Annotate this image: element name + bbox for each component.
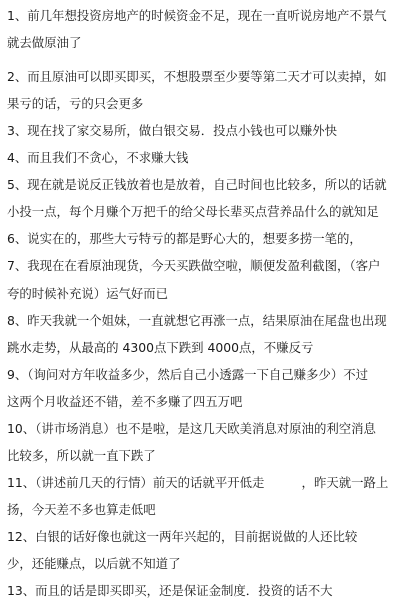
text-line: 2、而且原油可以即买即买，不想股票至少要等第二天才可以卖掉，如 (7, 69, 387, 84)
text-line: 就去做原油了 (7, 35, 82, 50)
text-line: 6、说实在的，那些大亏特亏的都是野心大的，想要多捞一笔的， (7, 231, 362, 246)
text-line: 7、我现在在看原油现货，今天买跌做空啦，顺便发盈利截图，（客户 (7, 258, 381, 273)
text-line: 这两个月收益还不错，差不多赚了四五万吧 (7, 394, 243, 409)
text-line: 果亏的话，亏的只会更多 (7, 96, 144, 111)
text-line: 3、现在找了家交易所，做白银交易．投点小钱也可以赚外快 (7, 123, 338, 138)
text-line: 少，还能赚点，以后就不知道了 (7, 556, 181, 571)
text-line: 12、白银的话好像也就这一两年兴起的，目前据说做的人还比较 (7, 529, 358, 544)
text-line: 4、而且我们不贪心，不求赚大钱 (7, 150, 189, 165)
text-line: 5、现在就是说反正钱放着也是放着，自己时间也比较多，所以的话就 (7, 177, 387, 192)
text-line: 比较多，所以就一直下跌了 (7, 448, 156, 463)
text-line: 夸的时候补充说）运气好而已 (7, 286, 169, 301)
text-line: 小投一点，每个月赚个万把千的给父母长辈买点营养品什么的就知足 (7, 204, 379, 219)
text-line: 跳水走势，从最高的 4300点下跌到 4000点，不赚反亏 (7, 340, 314, 355)
text-line: 1、前几年想投资房地产的时候资金不足，现在一直听说房地产不景气 (7, 8, 387, 23)
text-line: 8、昨天我就一个姐妹，一直就想它再涨一点，结果原油在尾盘也出现 (7, 313, 387, 328)
text-line: 10、（讲市场消息）也不是啦，是这几天欧美消息对原油的利空消息 (7, 421, 376, 436)
text-line: 11、（讲述前几天的行情）前天的话就平开低走 ，昨天就一路上 (7, 475, 389, 490)
text-line: 13、而且的话是即买即买，还是保证金制度．投资的话不大 (7, 583, 333, 598)
text-line: 扬，今天差不多也算走低吧 (7, 502, 156, 517)
text-line: 9、（询问对方年收益多少，然后自己小透露一下自己赚多少）不过 (7, 367, 369, 382)
